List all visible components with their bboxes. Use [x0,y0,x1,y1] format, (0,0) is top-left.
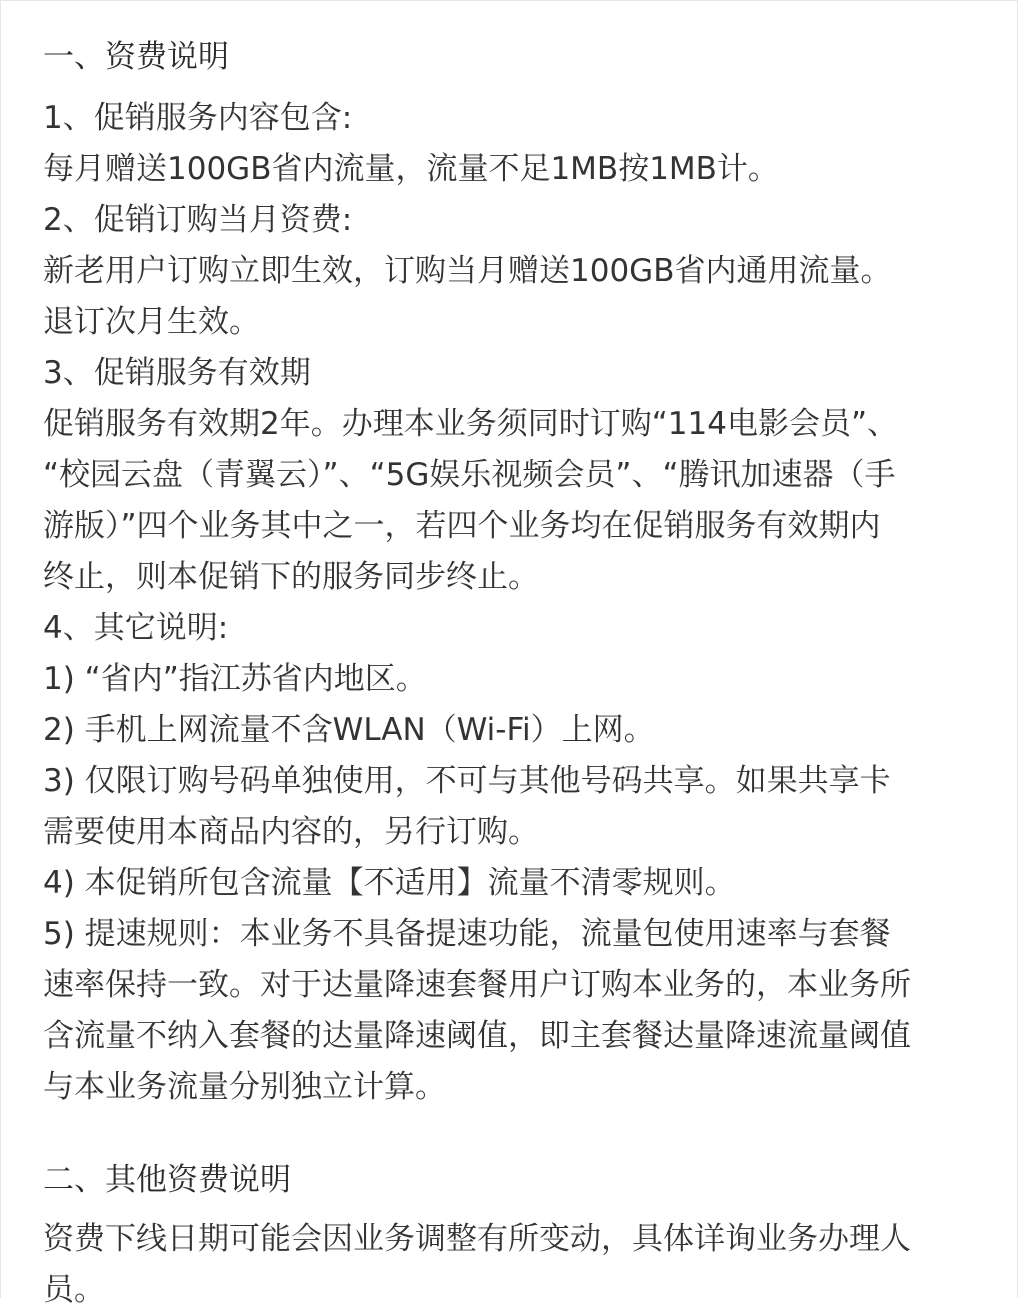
text-line: 需要使用本商品内容的，另行订购。 [43,814,539,850]
text-line: 3、促销服务有效期 [43,355,311,391]
text-line: 含流量不纳入套餐的达量降速阈值，即主套餐达量降速流量阈值 [43,1018,911,1054]
section-heading-other-tariff: 二、其他资费说明 [43,1162,291,1198]
text-line: 退订次月生效。 [43,304,260,340]
text-line: 1、促销服务内容包含: [43,100,353,136]
text-line: 游版）”四个业务其中之一，若四个业务均在促销服务有效期内 [43,508,881,544]
section-body-tariff [43,93,993,1113]
text-line: 新老用户订购立即生效，订购当月赠送100GB省内通用流量。 [43,253,892,289]
text-line: 促销服务有效期2年。办理本业务须同时订购“114电影会员”、 [43,406,899,442]
text-line: 员。 [43,1272,105,1308]
text-line: 4) 本促销所包含流量【不适用】流量不清零规则。 [43,865,736,901]
text-line: 4、其它说明: [43,610,229,646]
text-line: 3) 仅限订购号码单独使用，不可与其他号码共享。如果共享卡 [43,763,891,799]
text-line: 5) 提速规则：本业务不具备提速功能，流量包使用速率与套餐 [43,916,891,952]
text-line: 1) “省内”指江苏省内地区。 [43,661,427,697]
text-line: 每月赠送100GB省内流量，流量不足1MB按1MB计。 [43,151,779,187]
text-line: 与本业务流量分别独立计算。 [43,1069,446,1105]
text-line: “校园云盘（青翼云）”、“5G娱乐视频会员”、“腾讯加速器（手 [43,457,896,493]
text-line: 速率保持一致。对于达量降速套餐用户订购本业务的，本业务所 [43,967,911,1003]
section-heading-tariff: 一、资费说明 [43,39,229,75]
text-line: 资费下线日期可能会因业务调整有所变动，具体详询业务办理人 [43,1221,911,1257]
tariff-description [43,31,993,1316]
section-body-other-tariff [43,1214,993,1316]
text-line: 终止，则本促销下的服务同步终止。 [43,559,539,595]
text-line: 2) 手机上网流量不含WLAN（Wi-Fi）上网。 [43,712,655,748]
text-line: 2、促销订购当月资费: [43,202,353,238]
